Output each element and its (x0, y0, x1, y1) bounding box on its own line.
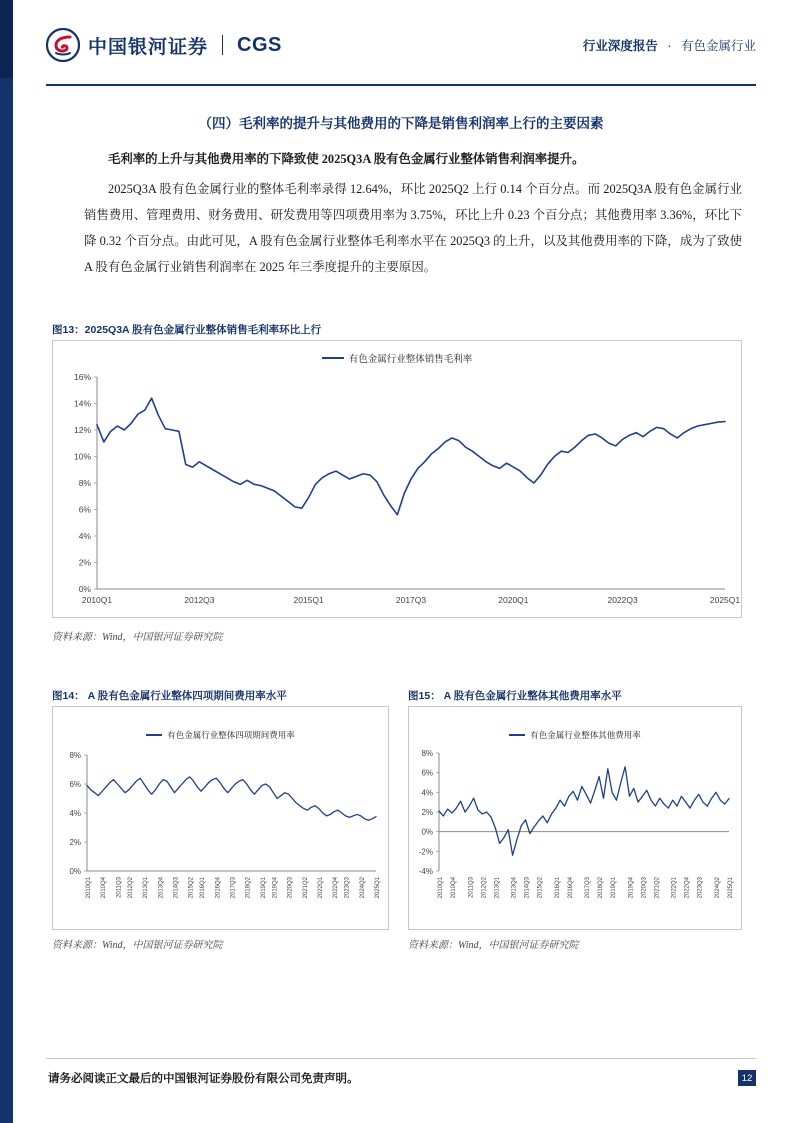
logo-divider (222, 35, 223, 55)
svg-text:16%: 16% (73, 372, 91, 382)
svg-text:2022Q4: 2022Q4 (684, 877, 691, 899)
svg-text:2017Q3: 2017Q3 (395, 595, 427, 605)
svg-text:2021Q2: 2021Q2 (654, 877, 661, 899)
figure-15-legend (409, 729, 741, 741)
svg-text:2013Q1: 2013Q1 (494, 877, 501, 899)
svg-text:2018Q2: 2018Q2 (598, 877, 605, 899)
report-type-label: 行业深度报告 (582, 39, 658, 53)
svg-text:8%: 8% (78, 478, 91, 488)
galaxy-securities-logo-icon (46, 28, 80, 62)
svg-text:2022Q3: 2022Q3 (607, 595, 638, 605)
svg-text:2025Q1: 2025Q1 (728, 877, 734, 899)
legend-swatch-icon (322, 357, 344, 360)
svg-text:2022Q4: 2022Q4 (333, 877, 340, 899)
svg-text:2023Q3: 2023Q3 (697, 877, 704, 899)
figure-15-caption: 图15： A 股有色金属行业整体其他费用率水平 (408, 690, 622, 702)
svg-text:2019Q1: 2019Q1 (611, 877, 618, 899)
figure-13-legend (53, 351, 741, 365)
left-bar-accent (0, 0, 13, 78)
svg-text:2012Q2: 2012Q2 (127, 877, 134, 899)
svg-text:2015Q2: 2015Q2 (537, 877, 544, 899)
industry-label: 有色金属行业 (680, 39, 756, 53)
svg-text:2021Q2: 2021Q2 (302, 877, 309, 899)
svg-text:12%: 12% (73, 425, 91, 435)
lead-paragraph: 毛利率的上升与其他费用率的下降致使 2025Q3A 股有色金属行业整体销售利润率提升。 (108, 152, 585, 166)
svg-text:2%: 2% (421, 808, 433, 817)
svg-text:2015Q1: 2015Q1 (293, 595, 324, 605)
svg-text:2016Q1: 2016Q1 (554, 877, 561, 899)
figure-13-source: 资料来源：Wind，中国银河证券研究院 (52, 632, 223, 643)
legend-label: 有色金属行业整体其他费用率 (530, 730, 641, 740)
footer-divider (46, 1058, 756, 1059)
svg-text:2024Q2: 2024Q2 (359, 877, 366, 899)
svg-text:4%: 4% (421, 788, 433, 798)
svg-text:10%: 10% (73, 451, 91, 462)
svg-text:2010Q1: 2010Q1 (438, 877, 444, 899)
svg-text:4%: 4% (69, 809, 81, 818)
svg-text:2016Q4: 2016Q4 (567, 877, 574, 899)
header-separator: · (667, 39, 672, 53)
figure-14-caption: 图14： A 股有色金属行业整体四项期间费用率水平 (52, 690, 287, 702)
svg-text:2017Q3: 2017Q3 (585, 877, 592, 899)
figure-15-chart (408, 706, 742, 930)
svg-text:2%: 2% (69, 838, 81, 847)
footer-disclaimer: 请务必阅读正文最后的中国银河证券股份有限公司免责声明。 (48, 1073, 359, 1085)
svg-text:2010Q4: 2010Q4 (450, 877, 457, 899)
svg-text:2011Q3: 2011Q3 (116, 877, 123, 898)
svg-text:2011Q3: 2011Q3 (468, 877, 475, 898)
svg-text:6%: 6% (69, 780, 81, 789)
header-divider (46, 84, 756, 86)
svg-text:8%: 8% (69, 751, 81, 760)
svg-text:2013Q4: 2013Q4 (158, 877, 165, 899)
svg-text:2013Q4: 2013Q4 (511, 877, 518, 899)
legend-swatch-icon (509, 734, 525, 736)
svg-text:6%: 6% (421, 768, 433, 778)
svg-text:2020Q3: 2020Q3 (287, 877, 294, 899)
section-title: （四）毛利率的提升与其他费用的下降是销售利润率上行的主要因素 (198, 116, 604, 131)
svg-text:-4%: -4% (418, 867, 433, 876)
svg-text:2019Q4: 2019Q4 (628, 877, 635, 899)
svg-text:2017Q3: 2017Q3 (230, 877, 237, 899)
svg-text:2015Q2: 2015Q2 (188, 877, 195, 899)
figure-14-source: 资料来源：Wind，中国银河证券研究院 (52, 940, 223, 951)
brand-abbrev: CGS (237, 33, 282, 56)
svg-text:2012Q2: 2012Q2 (481, 877, 488, 899)
svg-text:2%: 2% (78, 557, 91, 568)
figure-14-legend (53, 729, 388, 741)
svg-text:14%: 14% (73, 398, 91, 409)
figure-13-caption: 图13：2025Q3A 股有色金属行业整体销售毛利率环比上行 (52, 324, 322, 336)
figure-13-svg (53, 341, 741, 617)
figure-14-chart (52, 706, 389, 930)
svg-text:2019Q1: 2019Q1 (260, 877, 267, 899)
figure-13-chart (52, 340, 742, 618)
figure-15-source: 资料来源：Wind，中国银河证券研究院 (408, 940, 579, 951)
svg-text:2020Q1: 2020Q1 (498, 595, 529, 605)
legend-swatch-icon (146, 734, 162, 736)
svg-text:2014Q3: 2014Q3 (173, 877, 180, 899)
svg-text:2025Q1: 2025Q1 (375, 877, 381, 899)
svg-text:6%: 6% (78, 504, 91, 515)
svg-text:4%: 4% (78, 531, 91, 541)
svg-text:0%: 0% (78, 584, 91, 594)
svg-text:2010Q1: 2010Q1 (86, 877, 92, 899)
legend-label: 有色金属行业整体销售毛利率 (348, 354, 473, 365)
svg-text:-2%: -2% (418, 847, 433, 857)
left-navy-bar (0, 0, 13, 1123)
svg-text:2022Q1: 2022Q1 (317, 877, 324, 899)
svg-text:0%: 0% (421, 827, 433, 837)
svg-text:2013Q1: 2013Q1 (143, 877, 150, 899)
svg-text:2020Q3: 2020Q3 (641, 877, 648, 899)
svg-text:2010Q1: 2010Q1 (81, 595, 113, 605)
legend-label: 有色金属行业整体四项期间费用率 (167, 730, 295, 740)
svg-text:2016Q1: 2016Q1 (200, 877, 207, 899)
svg-text:8%: 8% (421, 749, 433, 758)
svg-text:2022Q1: 2022Q1 (671, 877, 678, 899)
svg-text:2024Q2: 2024Q2 (715, 877, 722, 899)
page-number: 12 (738, 1070, 756, 1086)
svg-text:2016Q4: 2016Q4 (215, 877, 222, 899)
svg-text:2025Q1: 2025Q1 (709, 595, 741, 605)
brand-logo (46, 28, 282, 62)
header-meta (583, 36, 756, 54)
svg-text:2019Q4: 2019Q4 (272, 877, 279, 899)
body-paragraph: 2025Q3A 股有色金属行业的整体毛利率录得 12.64%，环比 2025Q2 上行 0.14 个百分点。而 2025Q3A 股有色金属行业销售费用、管理费用、财务费用、研发费用等四项费用率为 3.75%，环比上升 0.23 个百分点；其他费用率 3.36%，环比下降 0.32 个百分点。由此可见，A 股有色金属行业整体毛利率水平在 2025Q3 的上升，以及其他费用率的下降，成为了致使 A 股有色金属行业销售利润率在 2025 年三季度提升的主要原因。 (84, 182, 742, 274)
svg-text:2023Q3: 2023Q3 (344, 877, 351, 899)
svg-text:0%: 0% (69, 867, 81, 876)
svg-text:2012Q3: 2012Q3 (184, 595, 215, 605)
svg-text:2018Q2: 2018Q2 (245, 877, 252, 899)
svg-text:2014Q3: 2014Q3 (524, 877, 531, 899)
brand-name: 中国银河证券 (88, 36, 209, 58)
page-header (46, 24, 756, 78)
svg-text:2010Q4: 2010Q4 (101, 877, 108, 899)
